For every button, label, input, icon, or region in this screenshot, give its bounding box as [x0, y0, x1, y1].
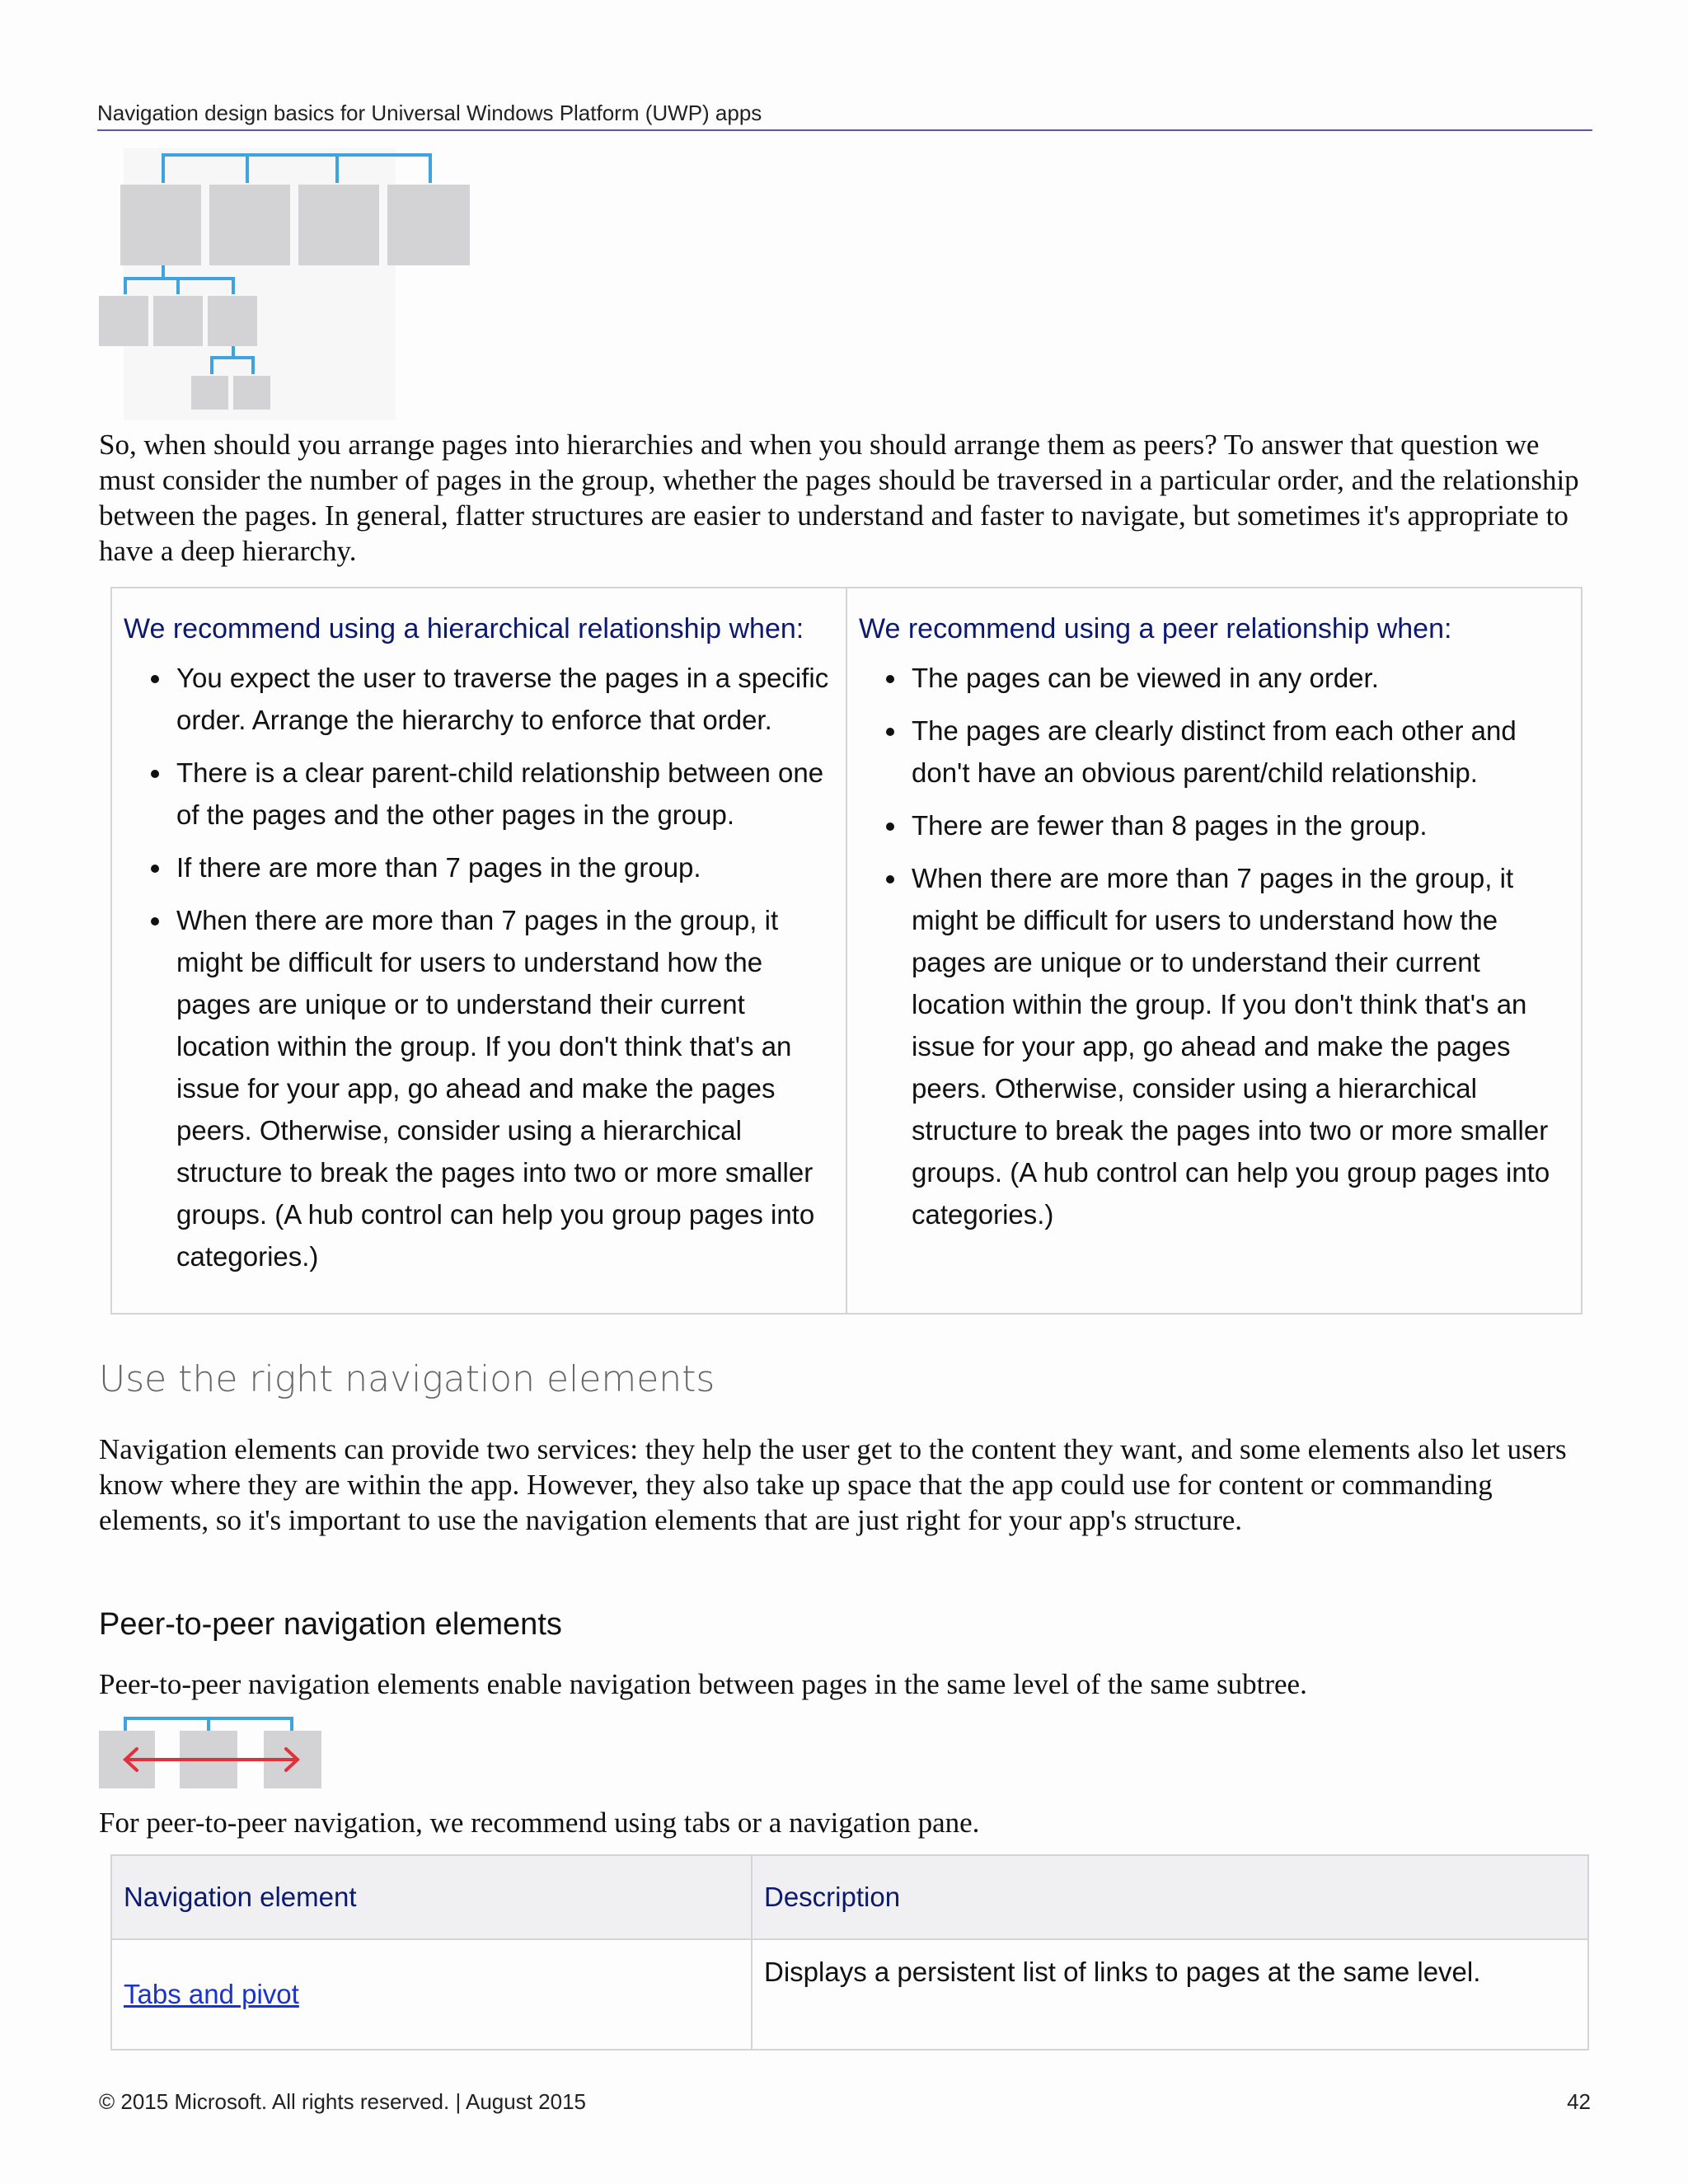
peer-item: • When there are more than 7 pages in the group, it might be difficult for users to understand how the pages are unique or to understand their current location within the group. If you don't think that's an issue for your app, go ahead and make the pages peers. Otherwise, consider using a hierarchical structure to break the pages into two or more smaller groups. (A hub control can help you group pages into categories.) — [908, 857, 1569, 1235]
subsection-heading: Peer-to-peer navigation elements — [99, 1607, 562, 1642]
row-description: Displays a persistent list of links to pages at the same level. — [752, 1939, 1588, 2050]
column-header-element: Navigation element — [111, 1855, 752, 1939]
peer-paragraph: Peer-to-peer navigation elements enable navigation between pages in the same level of the same subtree. — [99, 1668, 1307, 1700]
footer-copyright: © 2015 Microsoft. All rights reserved. | August 2015 — [99, 2089, 586, 2114]
section-heading: Use the right navigation elements — [99, 1358, 715, 1400]
hierarchical-item: • If there are more than 7 pages in the group. — [173, 846, 834, 888]
section-paragraph: Navigation elements can provide two services: they help the user get to the content they want, and some elements also let users know where they are within the app. However, they also take up space that the app could use for content or commanding elements, so it's important to use the navigation elements that are just right for your app's structure. — [99, 1433, 1567, 1536]
recommendation-table — [110, 587, 1582, 1315]
table-row — [111, 1939, 1588, 2050]
hierarchical-heading: We recommend using a hierarchical relationship when: — [124, 613, 804, 644]
hierarchical-item: • When there are more than 7 pages in the group, it might be difficult for users to understand how the pages are unique or to understand their current location within the group. If you don't think that's an issue for your app, go ahead and make the pages peers. Otherwise, consider using a hierarchical structure to break the pages into two or more smaller groups. (A hub control can help you group pages into categories.) — [173, 899, 834, 1277]
column-header-description: Description — [752, 1855, 1588, 1939]
running-header: Navigation design basics for Universal Windows Platform (UWP) apps — [97, 101, 1592, 131]
peer-item: • The pages are clearly distinct from each other and don't have an obvious parent/child relationship. — [908, 710, 1569, 794]
peer-item: • The pages can be viewed in any order. — [908, 657, 1569, 699]
hierarchical-item: • There is a clear parent-child relationship between one of the pages and the other pages in the group. — [173, 752, 834, 836]
hierarchy-diagram — [91, 148, 486, 420]
page-number: 42 — [1567, 2089, 1591, 2114]
peer-item: • There are fewer than 8 pages in the group. — [908, 804, 1569, 846]
hierarchical-item: • You expect the user to traverse the pages in a specific order. Arrange the hierarchy to enforce that order. — [173, 657, 834, 741]
peer-recommend-text: For peer-to-peer navigation, we recommend using tabs or a navigation pane. — [99, 1807, 980, 1839]
peer-connector — [125, 1718, 292, 1732]
peer-heading: We recommend using a peer relationship when: — [859, 613, 1452, 644]
hierarchical-column — [111, 588, 846, 1314]
peer-column — [846, 588, 1582, 1314]
navigation-table — [110, 1854, 1589, 2050]
tabs-and-pivot-link[interactable]: Tabs and pivot — [124, 1979, 299, 2009]
peer-diagram — [97, 1714, 328, 1790]
intro-paragraph: So, when should you arrange pages into hierarchies and when you should arrange them as peers? To answer that question we must consider the number of pages in the group, whether the pages should be traversed in a particular order, and the relationship between the pages. In general, flatter structures are easier to understand and faster to navigate, but sometimes it's appropriate to have a deep hierarchy. — [99, 429, 1579, 567]
